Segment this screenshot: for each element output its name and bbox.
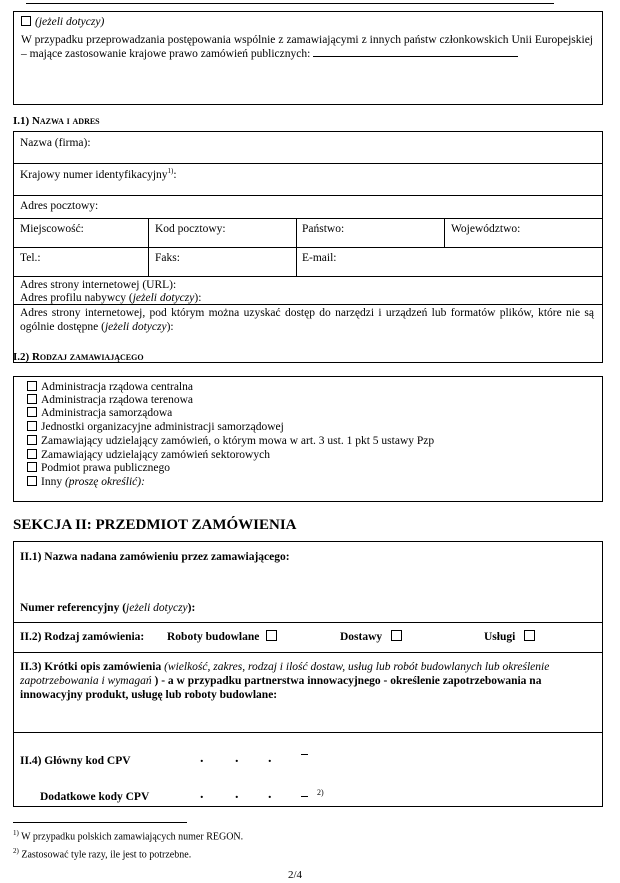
additional-cpv-label: Dodatkowe kody CPV: [40, 791, 150, 803]
option-local-government[interactable]: Administracja samorządowa: [27, 406, 172, 420]
reference-number-label: Numer referencyjny (jeżeli dotyczy):: [20, 602, 196, 614]
postcode-label: Kod pocztowy:: [155, 223, 226, 235]
footnote-ref: 2): [317, 788, 324, 797]
checkbox-label: (jeżeli dotyczy): [35, 16, 105, 28]
country-label: Państwo:: [302, 223, 345, 235]
joint-procurement-text: W przypadku przeprowadzania postępowania wspólnie z zamawiającymi z innych państw członkowskich Unii Europejskiej – mające zastosowanie krajowe prawo zamówień publicznych:: [21, 34, 593, 60]
cpv-dash: [301, 796, 308, 797]
option-central-government[interactable]: Administracja rządowa centralna: [27, 380, 193, 394]
section-i2-heading: I.2) Rodzaj zamawiającego: [13, 351, 144, 363]
section-ii-title: SEKCJA II: PRZEDMIOT ZAMÓWIENIA: [13, 517, 297, 533]
main-cpv-label: II.4) Główny kod CPV: [20, 755, 131, 767]
works-option[interactable]: Roboty budowlane: [167, 630, 281, 644]
name-field-label: Nazwa (firma):: [20, 137, 91, 149]
option-regional-government[interactable]: Administracja rządowa terenowa: [27, 393, 193, 407]
checkbox[interactable]: [27, 449, 37, 459]
section-i1-heading: I.1) Nazwa i adres: [13, 115, 100, 127]
joint-procurement-checkbox-row[interactable]: [21, 15, 104, 29]
ii2-label: II.2) Rodzaj zamówienia:: [20, 631, 145, 643]
tools-address-label: Adres strony internetowej, pod którym można uzyskać dostęp do narzędzi i urządzeń lub formatów plików, które nie są ogólnie dostępne (jeżeli dotyczy):: [20, 307, 594, 333]
postal-address-label: Adres pocztowy:: [20, 200, 99, 212]
ii1-label: II.1) Nazwa nadana zamówieniu przez zamawiającego:: [20, 551, 290, 563]
city-label: Miejscowość:: [20, 223, 84, 235]
joint-procurement-box: [13, 11, 603, 105]
checkbox[interactable]: [27, 476, 37, 486]
supplies-option[interactable]: Dostawy: [340, 630, 406, 644]
fill-line[interactable]: [313, 56, 518, 57]
email-label: E-mail:: [302, 252, 337, 264]
checkbox[interactable]: [27, 381, 37, 391]
province-label: Województwo:: [451, 223, 521, 235]
top-rule: [26, 3, 554, 4]
fax-label: Faks:: [155, 252, 180, 264]
cpv-dash: [301, 754, 308, 755]
ii3-description: II.3) Krótki opis zamówienia (wielkość, zakres, rodzaj i ilość dostaw, usług lub robót budowlanych lub określenie zapotrzebowania i wymagań ) - a w przypadku partnerstwa innowacyjnego - określenie zapotrzebowania na innowacyjny produkt, usługę lub roboty budowlane:: [20, 661, 550, 701]
option-other[interactable]: Inny (proszę określić):: [27, 475, 145, 489]
checkbox[interactable]: [27, 421, 37, 431]
option-local-units[interactable]: Jednostki organizacyjne administracji samorządowej: [27, 420, 284, 434]
footnote-1: $^{1)}$ W przypadku polskich zamawiających numer REGON.: [13, 829, 244, 843]
option-public-law-body[interactable]: Podmiot prawa publicznego: [27, 461, 170, 475]
checkbox[interactable]: [391, 630, 402, 641]
national-id-label: Krajowy numer identyfikacyjny$^{1)}$:: [20, 167, 177, 181]
url-label: Adres strony internetowej (URL):: [20, 279, 177, 291]
checkbox[interactable]: [524, 630, 535, 641]
checkbox[interactable]: [21, 16, 31, 26]
checkbox[interactable]: [27, 462, 37, 472]
tel-label: Tel.:: [20, 252, 41, 264]
checkbox[interactable]: [266, 630, 277, 641]
checkbox[interactable]: [27, 407, 37, 417]
buyer-profile-label: Adres profilu nabywcy (jeżeli dotyczy):: [20, 292, 202, 304]
option-art3-awarding[interactable]: Zamawiający udzielający zamówień, o którym mowa w art. 3 ust. 1 pkt 5 ustawy Pzp: [27, 434, 434, 448]
services-option[interactable]: Usługi: [484, 630, 539, 644]
page-number: 2/4: [288, 869, 303, 881]
footnote-2: $^{2)}$ Zastosować tyle razy, ile jest to potrzebne.: [13, 847, 192, 861]
checkbox[interactable]: [27, 394, 37, 404]
checkbox[interactable]: [27, 435, 37, 445]
option-sectoral[interactable]: Zamawiający udzielający zamówień sektorowych: [27, 448, 270, 462]
